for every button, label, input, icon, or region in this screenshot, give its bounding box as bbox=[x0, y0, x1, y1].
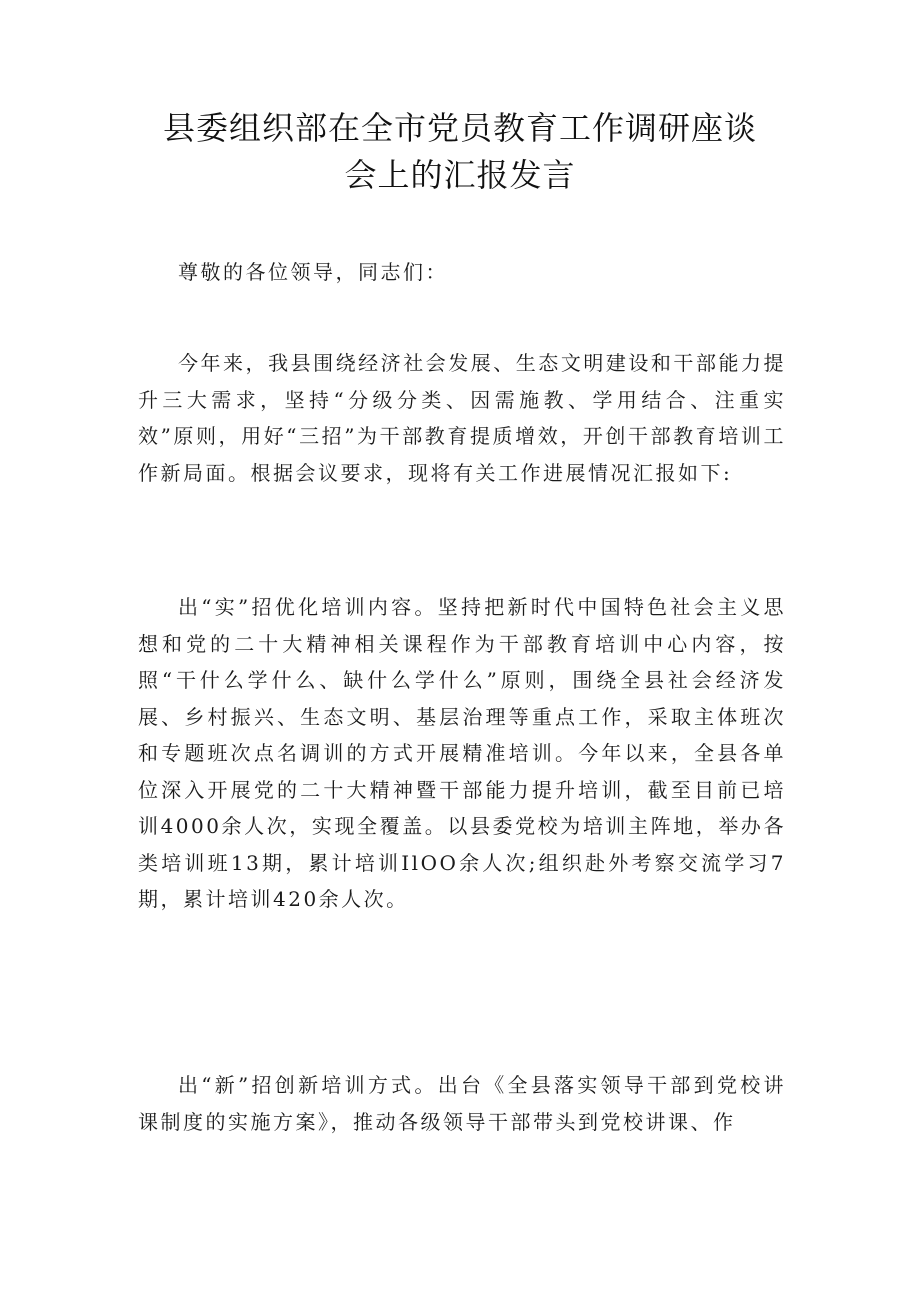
salutation: 尊敬的各位领导，同志们： bbox=[178, 260, 448, 284]
document-title-line-2: 会上的汇报发言 bbox=[344, 156, 576, 194]
paragraph-intro: 今年来，我县围绕经济社会发展、生态文明建设和干部能力提升三大需求，坚持“分级分类、因需施教、学用结合、注重实效”原则，用好“三招”为干部教育提质增效，开创干部教育培训工作新局面。根据会议要求，现将有关工作进展情况汇报如下: bbox=[138, 351, 786, 485]
paragraph-content-optimization: 出“实”招优化培训内容。坚持把新时代中国特色社会主义思想和党的二十大精神相关课程作为干部教育培训中心内容，按照“干什么学什么、缺什么学什么”原则，围绕全县社会经济发展、乡村振兴、生态文明、基层治理等重点工作，采取主体班次和专题班次点名调训的方式开展精准培训。今年以来，全县各单位深入开展党的二十大精神暨干部能力提升培训，截至目前已培训4000余人次，实现全覆盖。以县委党校为培训主阵地，举办各类培训班13期，累计培训IlOO余人次;组织赴外考察交流学习7期，累计培训420余人次。 bbox=[138, 595, 786, 911]
paragraph-method-innovation: 出“新”招创新培训方式。出台《全县落实领导干部到党校讲课制度的实施方案》，推动各级领导干部带头到党校讲课、作 bbox=[138, 1073, 786, 1134]
document-title-line-1: 县委组织部在全市党员教育工作调研座谈 bbox=[162, 109, 757, 147]
